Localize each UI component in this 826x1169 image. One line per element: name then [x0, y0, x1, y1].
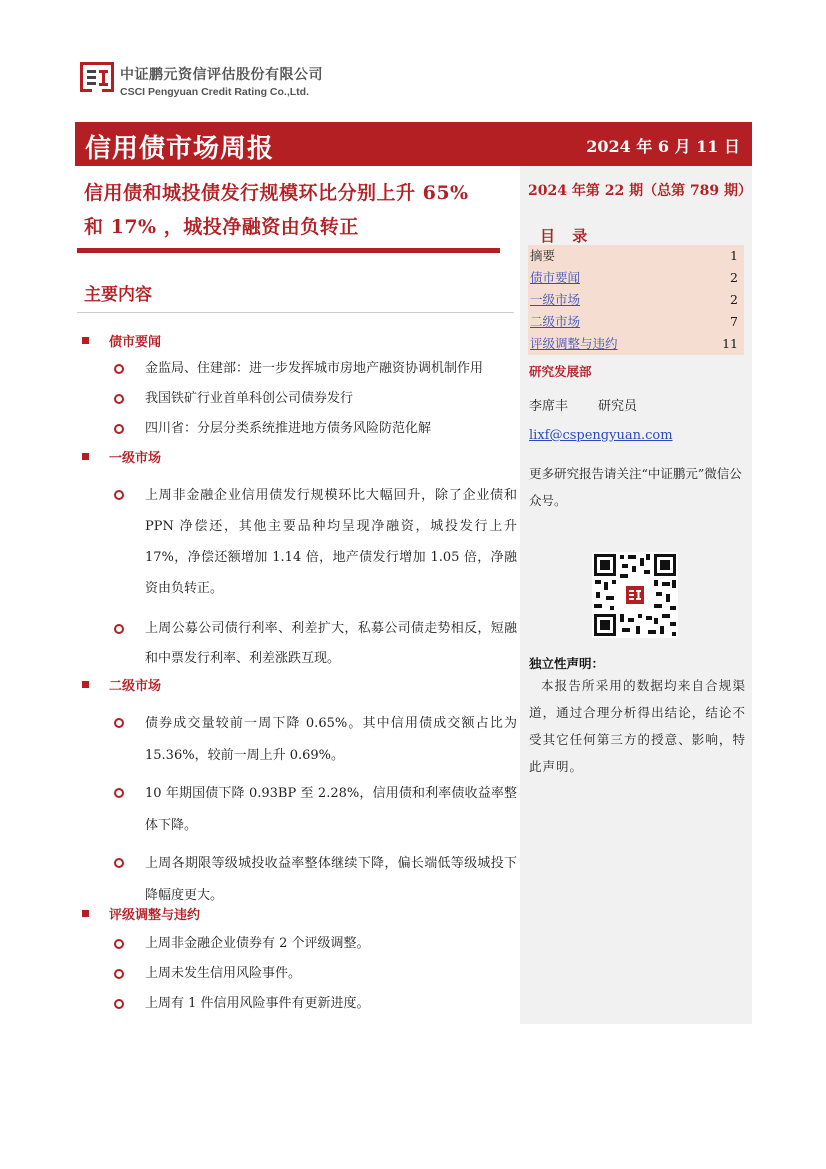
author [529, 395, 637, 414]
section-secondary-market [82, 674, 517, 912]
list-item: 上周公募公司债行利率、利差扩大，私募公司债走势相反，短融和中票发行利率、利差涨跌互现。 [82, 614, 517, 674]
toc-item-primary-market[interactable]: 一级市场 2 [530, 292, 738, 307]
section-primary-market [82, 446, 517, 674]
author-name: 李席丰 [529, 399, 569, 414]
list-item: 上周未发生信用风险事件。 [82, 959, 517, 989]
toc-item-secondary-market[interactable]: 二级市场 7 [530, 314, 738, 329]
toc-item-bond-news[interactable]: 债市要闻 2 [530, 270, 738, 285]
main-content-divider [77, 312, 514, 313]
bullet-circle-icon [114, 939, 124, 949]
headline-line-2: 和 17% ，城投净融资由负转正 [84, 216, 359, 238]
bullet-circle-icon [114, 788, 124, 798]
company-name-en: CSCI Pengyuan Credit Rating Co.,Ltd. [120, 86, 310, 98]
independence-heading: 独立性声明： [529, 656, 605, 671]
headline-divider [77, 248, 500, 253]
list-item: 金监局、住建部：进一步发挥城市房地产融资协调机制作用 [82, 354, 517, 384]
report-title: 信用债市场周报 [85, 134, 275, 164]
bullet-circle-icon [114, 718, 124, 728]
bullet-circle-icon [114, 490, 124, 500]
main-content-heading: 主要内容 [84, 285, 152, 305]
section-square-icon [82, 453, 89, 460]
list-item: 上周非金融企业信用债发行规模环比大幅回升，除了企业债和 PPN 净偿还，其他主要品种均呈现净融资，城投发行上升 17%，净偿还额增加 1.14 倍，地产债发行增加 1.05 倍，净融资由负转正。 [82, 480, 517, 604]
bullet-circle-icon [114, 624, 124, 634]
report-date: 2024 年 6 月 11 日 [586, 137, 740, 156]
section-title: 二级市场 [109, 678, 162, 694]
report-banner [75, 122, 752, 166]
bullet-circle-icon [114, 969, 124, 979]
bullet-circle-icon [114, 394, 124, 404]
author-email-link[interactable]: lixf@cspengyuan.com [529, 428, 673, 443]
issue-number: 2024 年第 22 期（总第 789 期） [528, 183, 753, 199]
bullet-circle-icon [114, 858, 124, 868]
list-item: 上周有 1 件信用风险事件有更新进度。 [82, 989, 517, 1019]
follow-notice: 更多研究报告请关注“中证鹏元”微信公众号。 [529, 466, 742, 508]
section-square-icon [82, 681, 89, 688]
list-item: 上周各期限等级城投收益率整体继续下降，偏长端低等级城投下降幅度更大。 [82, 848, 517, 912]
list-item: 我国铁矿行业首单科创公司债券发行 [82, 384, 517, 414]
author-title: 研究员 [598, 399, 638, 414]
table-of-contents [528, 245, 744, 355]
bullet-circle-icon [114, 999, 124, 1009]
toc-item-summary[interactable]: 摘要 1 [530, 248, 738, 263]
section-square-icon [82, 337, 89, 344]
toc-item-rating-default[interactable]: 评级调整与违约 11 [530, 336, 738, 351]
section-rating-and-default [82, 903, 517, 1019]
company-logo-icon [80, 60, 114, 94]
list-item: 上周非金融企业债券有 2 个评级调整。 [82, 929, 517, 959]
section-title: 债市要闻 [109, 334, 162, 350]
list-item: 债券成交量较前一周下降 0.65%。其中信用债成交额占比为 15.36%，较前一周上升 0.69%。 [82, 708, 517, 772]
research-department: 研究发展部 [529, 364, 592, 379]
headline [84, 176, 514, 244]
list-item: 四川省：分层分类系统推进地方债务风险防范化解 [82, 414, 517, 444]
independence-statement: 本报告所采用的数据均来自合规渠道，通过合理分析得出结论，结论不受其它任何第三方的授意、影响，特此声明。 [529, 678, 746, 774]
bullet-circle-icon [114, 364, 124, 374]
section-title: 一级市场 [109, 450, 162, 466]
qr-code-icon [592, 552, 678, 638]
toc-title: 目 录 [540, 227, 594, 245]
section-title: 评级调整与违约 [109, 907, 201, 923]
company-name-cn: 中证鹏元资信评估股份有限公司 [120, 67, 323, 83]
section-square-icon [82, 910, 89, 917]
section-bond-news [82, 330, 517, 444]
bullet-circle-icon [114, 424, 124, 434]
company-name [120, 64, 323, 98]
headline-line-1: 信用债和城投债发行规模环比分别上升 65% [84, 182, 469, 204]
list-item: 10 年期国债下降 0.93BP 至 2.28%，信用债和利率债收益率整体下降。 [82, 778, 517, 842]
